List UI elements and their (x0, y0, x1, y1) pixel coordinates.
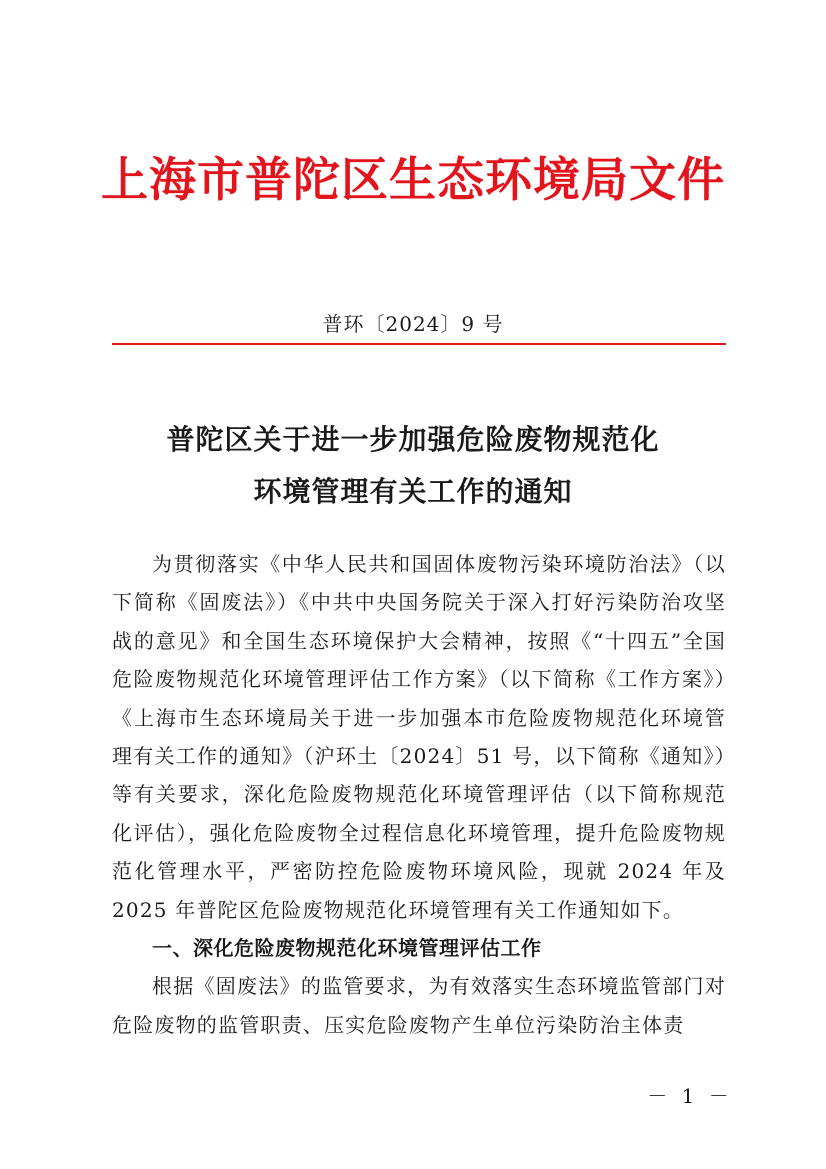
notice-title (0, 414, 826, 518)
document-header-title: 上海市普陀区生态环境局文件 (101, 153, 725, 208)
section-heading: 一、深化危险废物规范化环境管理评估工作 (152, 936, 542, 961)
page-number: － 1 － (647, 1084, 733, 1108)
body-paragraph: 为贯彻落实《中华人民共和国固体废物污染环境防治法》（以下简称《固废法》）《中共中央国务院关于深入打好污染防治攻坚战的意见》和全国生态环境保护大会精神，按照《“十四五”全国危险废物规范化环境管理评估工作方案》（以下简称《工作方案》）《上海市生态环境局关于进一步加强本市危险废物规范化环境管理有关工作的通知》（沪环土〔2024〕51 号，以下简称《通知》）等有关要求，深化危险废物规范化环境管理评估（以下简称规范化评估），强化危险废物全过程信息化环境管理，提升危险废物规范化管理水平，严密防控危险废物环境风险，现就 2024 年及 2025 年普陀区危险废物规范化环境管理有关工作通知如下。 (112, 552, 726, 922)
document-body (112, 545, 726, 1044)
notice-title-line: 环境管理有关工作的通知 (253, 475, 573, 508)
document-number: 普环〔2024〕9 号 (322, 312, 504, 336)
header-divider (112, 343, 726, 345)
body-paragraph: 根据《固废法》的监管要求，为有效落实生态环境监管部门对危险废物的监管职责、压实危险废物产生单位污染防治主体责 (112, 974, 726, 1037)
notice-title-line: 普陀区关于进一步加强危险废物规范化 (166, 423, 660, 456)
